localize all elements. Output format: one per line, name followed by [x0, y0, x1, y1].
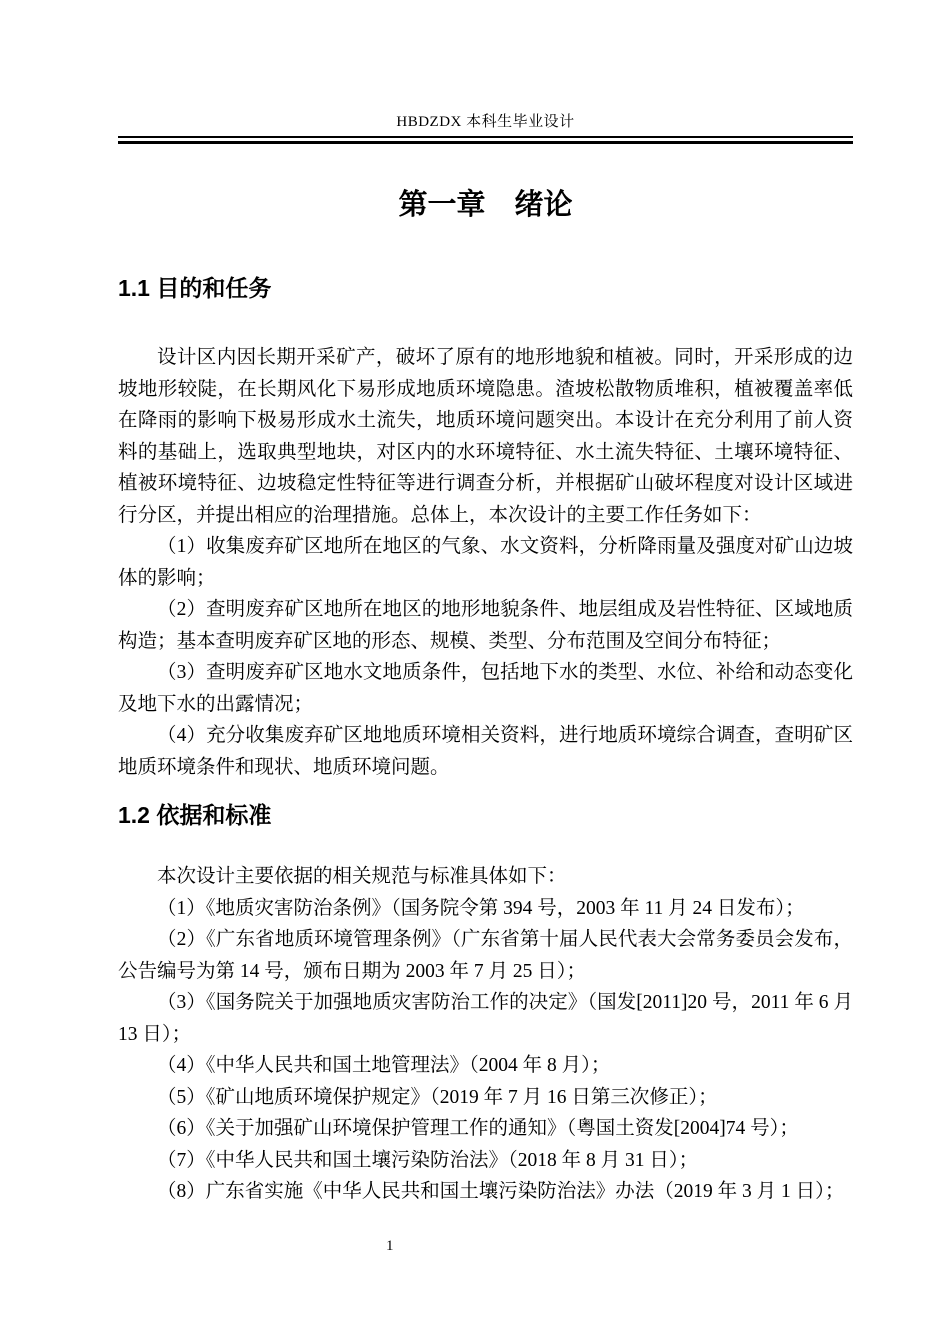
list-item: （3）《国务院关于加强地质灾害防治工作的决定》（国发[2011]20 号，2011 年 6 月 13 日）；	[118, 992, 853, 1045]
list-item: （8）广东省实施《中华人民共和国土壤污染防治法》办法（2019 年 3 月 1 日）；	[157, 1181, 845, 1202]
list-item: （1）收集废弃矿区地所在地区的气象、水文资料，分析降雨量及强度对矿山边坡体的影响；	[118, 536, 853, 589]
list-item: （5）《矿山地质环境保护规定》（2019 年 7 月 16 日第三次修正）；	[157, 1086, 718, 1108]
chapter-title: 第一章 绪论	[398, 189, 573, 221]
body-paragraph: 本次设计主要依据的相关规范与标准具体如下：	[157, 866, 567, 887]
section-1-2-body	[118, 861, 853, 1208]
section-heading-1-2: 1.2 依据和标准	[118, 802, 272, 828]
list-item: （7）《中华人民共和国土壤污染防治法》（2018 年 8 月 31 日）；	[157, 1149, 699, 1171]
list-item: （1）《地质灾害防治条例》（国务院令第 394 号，2003 年 11 月 24 日发布）；	[157, 897, 805, 919]
list-item: （2）《广东省地质环境管理条例》（广东省第十届人民代表大会常务委员会发布，公告编号为第 14 号，颁布日期为 2003 年 7 月 25 日）；	[118, 929, 853, 982]
list-item: （6）《关于加强矿山环境保护管理工作的通知》（粤国土资发[2004]74 号）；	[157, 1118, 799, 1139]
running-header: HBDZDX 本科生毕业设计	[396, 114, 575, 130]
list-item: （4）充分收集废弃矿区地地质环境相关资料，进行地质环境综合调查，查明矿区地质环境条件和现状、地质环境问题。	[118, 725, 853, 778]
body-paragraph: 设计区内因长期开采矿产，破坏了原有的地形地貌和植被。同时，开采形成的边坡地形较陡，在长期风化下易形成地质环境隐患。渣坡松散物质堆积，植被覆盖率低在降雨的影响下极易形成水土流失，地质环境问题突出。本设计在充分利用了前人资料的基础上，选取典型地块，对区内的水环境特征、水土流失特征、土壤环境特征、植被环境特征、边坡稳定性特征等进行调查分析，并根据矿山破坏程度对设计区域进行分区，并提出相应的治理措施。总体上，本次设计的主要工作任务如下：	[118, 347, 853, 526]
page-number: 1	[386, 1238, 394, 1254]
list-item: （4）《中华人民共和国土地管理法》（2004 年 8 月）；	[157, 1055, 611, 1076]
list-item: （2）查明废弃矿区地所在地区的地形地貌条件、地层组成及岩性特征、区域地质构造；基本查明废弃矿区地的形态、规模、类型、分布范围及空间分布特征；	[118, 599, 853, 652]
header-rule	[118, 136, 853, 144]
list-item: （3）查明废弃矿区地水文地质条件，包括地下水的类型、水位、补给和动态变化及地下水的出露情况；	[118, 662, 853, 715]
section-1-1-body	[118, 342, 853, 783]
section-heading-1-1: 1.1 目的和任务	[118, 275, 272, 301]
